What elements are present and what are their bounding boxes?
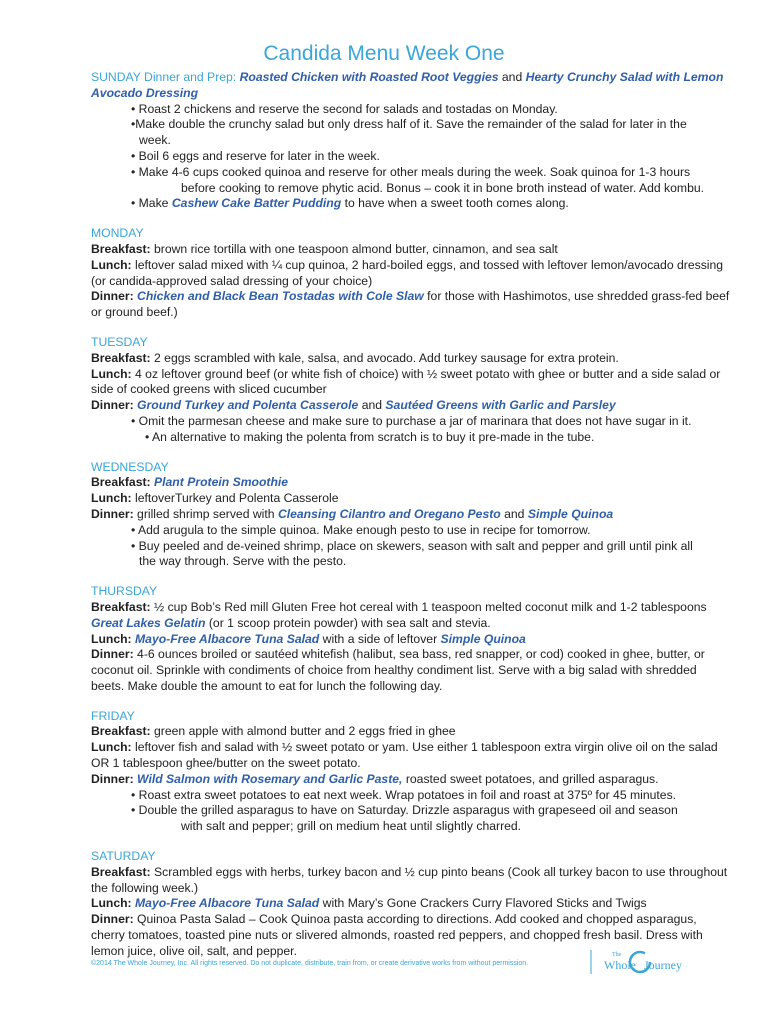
friday-bullet: • Double the grilled asparagus to have on Saturday. Drizzle asparagus with grapeseed oil and season: [131, 803, 678, 818]
wednesday-heading: WEDNESDAY: [91, 459, 169, 474]
copyright-footer: ©2014 The Whole Journey, Inc. All rights reserved. Do not duplicate, distribute, train from, or create derivative works from without permission.: [91, 960, 529, 967]
friday-bullet: • Roast extra sweet potatoes to eat next week. Wrap potatoes in foil and roast at 375º for 45 minutes.: [131, 787, 677, 802]
sunday-and: and: [501, 70, 523, 84]
friday-dinner: roasted sweet potatoes, and grilled asparagus.: [405, 771, 659, 786]
crunchy-salad-link[interactable]: Hearty Crunchy Salad with Lemon Avocado Dressing: [91, 70, 724, 100]
thursday-heading: THURSDAY: [91, 584, 158, 599]
tuesday-bullet: • Omit the parmesan cheese and make sure to purchase a jar of marinara that does not have sugar in it.: [131, 413, 692, 428]
monday-lunch: leftover salad mixed with ¼ cup quinoa, 2 hard-boiled eggs, and tossed with leftover lemon/avocado dressing (or candida-approved salad dressing of your choice): [91, 257, 724, 288]
friday-breakfast: green apple with almond butter and 2 eggs fried in ghee: [154, 724, 456, 739]
pesto-link[interactable]: Cleansing Cilantro and Oregano Pesto: [277, 506, 501, 521]
menu-content: [91, 70, 731, 960]
monday-dinner: for those with Hashimotos, use shredded grass-fed beef or ground beef.): [91, 289, 730, 320]
lunch-label: Lunch:: [91, 491, 132, 506]
saturday-breakfast: Scrambled eggs with herbs, turkey bacon and ½ cup pinto beans (Cook all turkey bacon to use throughout the following week.): [91, 864, 728, 895]
sauteed-greens-link[interactable]: Sautéed Greens with Garlic and Parsley: [385, 398, 616, 413]
logo-journey-text: Journey: [644, 958, 682, 972]
sunday-section: [91, 70, 731, 212]
dinner-label: Dinner:: [91, 289, 134, 304]
friday-lunch: leftover fish and salad with ½ sweet potato or yam. Use either 1 tablespoon extra virgin olive oil on the salad OR 1 tablespoon ghee/butter on the sweet potato.: [91, 740, 718, 771]
turkey-casserole-link[interactable]: Ground Turkey and Polenta Casserole: [137, 398, 359, 413]
tostadas-link[interactable]: Chicken and Black Bean Tostadas with Cole Slaw: [137, 289, 424, 304]
cashew-pudding-link[interactable]: Cashew Cake Batter Pudding: [171, 196, 342, 211]
tuna-salad-link[interactable]: Mayo-Free Albacore Tuna Salad: [135, 896, 320, 911]
tuesday-lunch: 4 oz leftover ground beef (or white fish of choice) with ½ sweet potato with ghee or butter and a side salad or side of cooked greens with sliced cucumber: [91, 366, 721, 397]
thursday-lunch: with a side of leftover: [322, 631, 438, 646]
sunday-bullet: • Roast 2 chickens and reserve the second for salads and tostadas on Monday.: [131, 101, 558, 116]
tuesday-bullet: • An alternative to making the polenta from scratch is to buy it pre-made in the tube.: [145, 429, 595, 444]
lunch-label: Lunch:: [91, 366, 132, 381]
logo-the-text: The: [612, 952, 622, 958]
tuesday-breakfast: 2 eggs scrambled with kale, salsa, and avocado. Add turkey sausage for extra protein.: [154, 350, 619, 365]
thursday-dinner: 4-6 ounces broiled or sautéed whitefish (halibut, sea bass, red snapper, or cod) cooked in ghee, butter, or coconut oil. Sprinkle with condiments of choice from healthy condiment list. Serve with a big salad with shredded beets. Make double the amount to eat for lunch the following day.: [91, 647, 705, 693]
lunch-label: Lunch:: [91, 257, 132, 272]
saturday-lunch: with Mary’s Gone Crackers Curry Flavored Sticks and Twigs: [322, 896, 647, 911]
breakfast-label: Breakfast:: [91, 350, 151, 365]
breakfast-label: Breakfast:: [91, 724, 151, 739]
dinner-label: Dinner:: [91, 506, 134, 521]
sunday-bullet-cont: week.: [139, 133, 171, 148]
breakfast-label: Breakfast:: [91, 599, 151, 614]
wednesday-bullet-cont: the way through. Serve with the pesto.: [139, 554, 347, 569]
dinner-label: Dinner:: [91, 912, 134, 927]
roasted-chicken-link[interactable]: Roasted Chicken with Roasted Root Veggies: [239, 70, 499, 84]
friday-heading: FRIDAY: [91, 708, 135, 723]
tuesday-heading: TUESDAY: [91, 334, 148, 349]
sunday-bullet-cont: before cooking to remove phytic acid. Bonus – cook it in bone broth instead of water. Add kombu.: [181, 180, 705, 195]
sunday-bullet: • Make 4-6 cups cooked quinoa and reserve for other meals during the week. Soak quinoa for 1-3 hours: [131, 164, 691, 179]
smoothie-link[interactable]: Plant Protein Smoothie: [154, 475, 289, 490]
tuna-salad-link[interactable]: Mayo-Free Albacore Tuna Salad: [135, 631, 320, 646]
sunday-bullet: • Make: [131, 196, 169, 211]
lunch-label: Lunch:: [91, 896, 132, 911]
dinner-label: Dinner:: [91, 398, 134, 413]
thursday-breakfast-end: (or 1 scoop protein powder) with sea salt and stevia.: [208, 615, 491, 630]
lunch-label: Lunch:: [91, 631, 132, 646]
logo-whole-text: Whole: [604, 958, 636, 972]
tuesday-and: and: [361, 398, 383, 413]
thursday-breakfast: ½ cup Bob’s Red mill Gluten Free hot cereal with 1 teaspoon melted coconut milk and 1-2 tablespoons: [154, 599, 707, 614]
breakfast-label: Breakfast:: [91, 864, 151, 879]
wednesday-bullet: • Buy peeled and de-veined shrimp, place on skewers, season with salt and pepper and grill until pink all: [131, 538, 693, 553]
breakfast-label: Breakfast:: [91, 241, 151, 256]
salmon-link[interactable]: Wild Salmon with Rosemary and Garlic Paste,: [137, 771, 403, 786]
sunday-bullet: •Make double the crunchy salad but only dress half of it. Save the remainder of the salad for later in the: [131, 117, 687, 132]
simple-quinoa-link[interactable]: Simple Quinoa: [527, 506, 614, 521]
saturday-dinner: Quinoa Pasta Salad – Cook Quinoa pasta according to directions. Add cooked and chopped asparagus, cherry tomatoes, toasted pine nuts or slivered almonds, roasted red peppers, and chopped fresh basil. Dress with lemon juice, olive oil, salt, and pepper.: [91, 912, 703, 958]
friday-bullet-cont: with salt and pepper; grill on medium heat until slightly charred.: [181, 819, 522, 834]
wednesday-lunch: leftoverTurkey and Polenta Casserole: [135, 491, 339, 506]
monday-breakfast: brown rice tortilla with one teaspoon almond butter, cinnamon, and sea salt: [154, 241, 558, 256]
wednesday-dinner: grilled shrimp served with: [137, 506, 275, 521]
sunday-bullet-end: to have when a sweet tooth comes along.: [344, 196, 569, 211]
page-title: Candida Menu Week One: [263, 42, 505, 65]
saturday-heading: SATURDAY: [91, 849, 156, 864]
monday-heading: MONDAY: [91, 226, 144, 241]
lunch-label: Lunch:: [91, 740, 132, 755]
sunday-bullet: • Boil 6 eggs and reserve for later in the week.: [131, 148, 380, 163]
breakfast-label: Breakfast:: [91, 475, 151, 490]
wednesday-bullet: • Add arugula to the simple quinoa. Make enough pesto to use in recipe for tomorrow.: [131, 522, 591, 537]
gelatin-link[interactable]: Great Lakes Gelatin: [91, 615, 206, 630]
whole-journey-logo: [588, 948, 708, 978]
sunday-heading: SUNDAY Dinner and Prep:: [91, 70, 237, 84]
dinner-label: Dinner:: [91, 771, 134, 786]
dinner-label: Dinner:: [91, 647, 134, 662]
wednesday-and: and: [504, 506, 525, 521]
simple-quinoa-link[interactable]: Simple Quinoa: [440, 631, 526, 646]
